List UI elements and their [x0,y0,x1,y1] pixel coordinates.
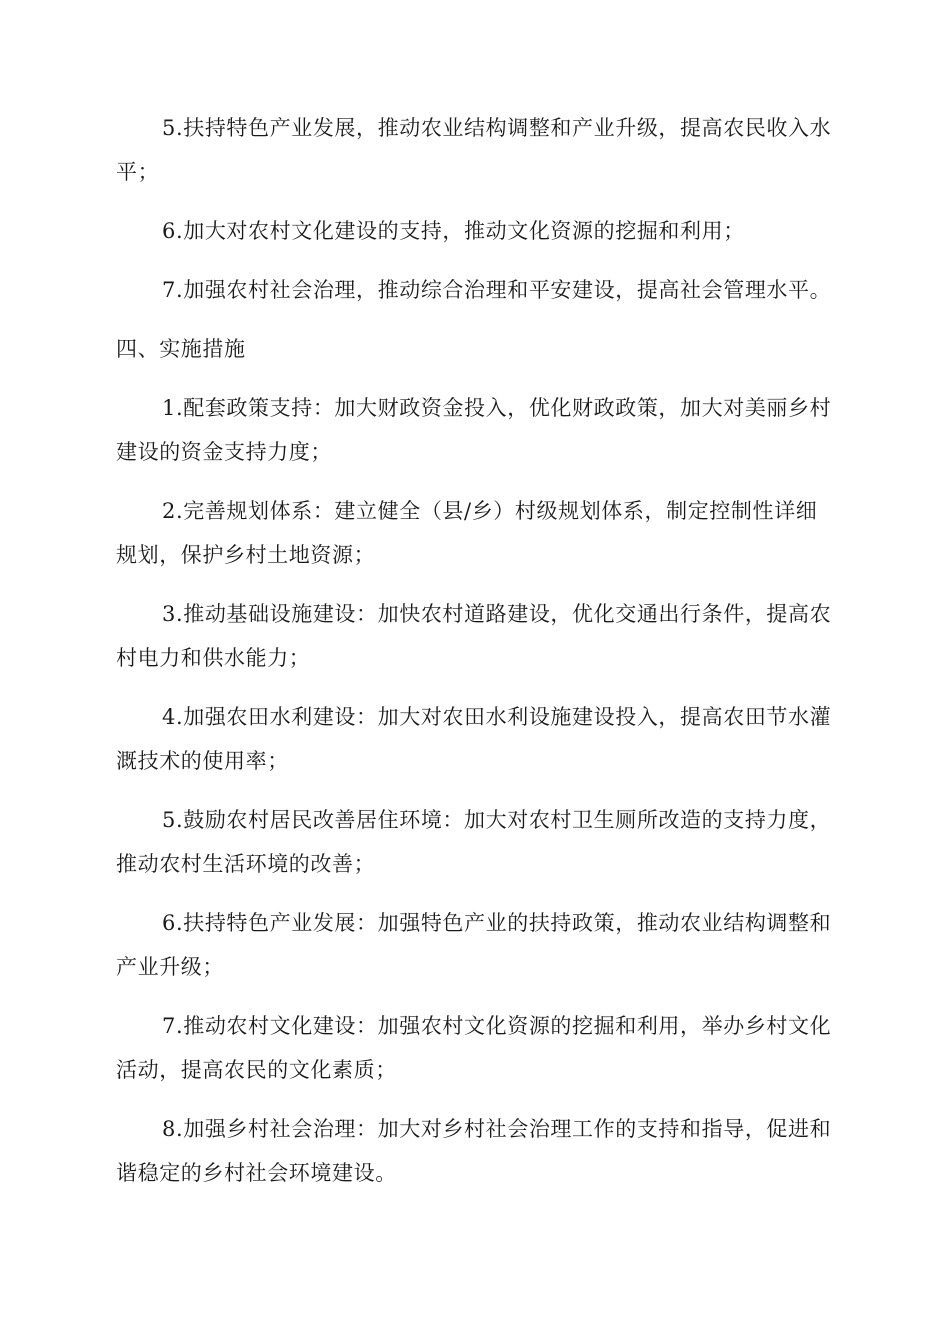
measure-item-3: 3.推动基础设施建设：加快农村道路建设，优化交通出行条件，提高农村电力和供水能力； [116,602,832,670]
measure-item-1: 1.配套政策支持：加大财政资金投入，优化财政政策，加大对美丽乡村建设的资金支持力度； [116,396,832,464]
measure-item-5: 5.鼓励农村居民改善居住环境：加大对农村卫生厕所改造的支持力度，推动农村生活环境的改善； [116,808,832,876]
measure-item-8: 8.加强乡村社会治理：加大对乡村社会治理工作的支持和指导，促进和谐稳定的乡村社会环境建设。 [116,1117,832,1185]
measure-item-4: 4.加强农田水利建设：加大对农田水利设施建设投入，提高农田节水灌溉技术的使用率； [116,705,832,773]
section-heading: 四、实施措施 [116,337,246,361]
paragraph-item-6: 6.加大对农村文化建设的支持，推动文化资源的挖掘和利用； [162,219,745,243]
measure-item-6: 6.扶持特色产业发展：加强特色产业的扶持政策，推动农业结构调整和产业升级； [116,911,832,979]
document-body [116,106,836,1210]
measure-item-7: 7.推动农村文化建设：加强农村文化资源的挖掘和利用，举办乡村文化活动，提高农民的文化素质； [116,1014,832,1082]
paragraph-item-5: 5.扶持特色产业发展，推动农业结构调整和产业升级，提高农民收入水平； [116,116,832,184]
measure-item-2: 2.完善规划体系：建立健全（县/乡）村级规划体系，制定控制性详细规划，保护乡村土地资源； [116,499,818,567]
paragraph-item-7: 7.加强农村社会治理，推动综合治理和平安建设，提高社会管理水平。 [162,278,832,302]
